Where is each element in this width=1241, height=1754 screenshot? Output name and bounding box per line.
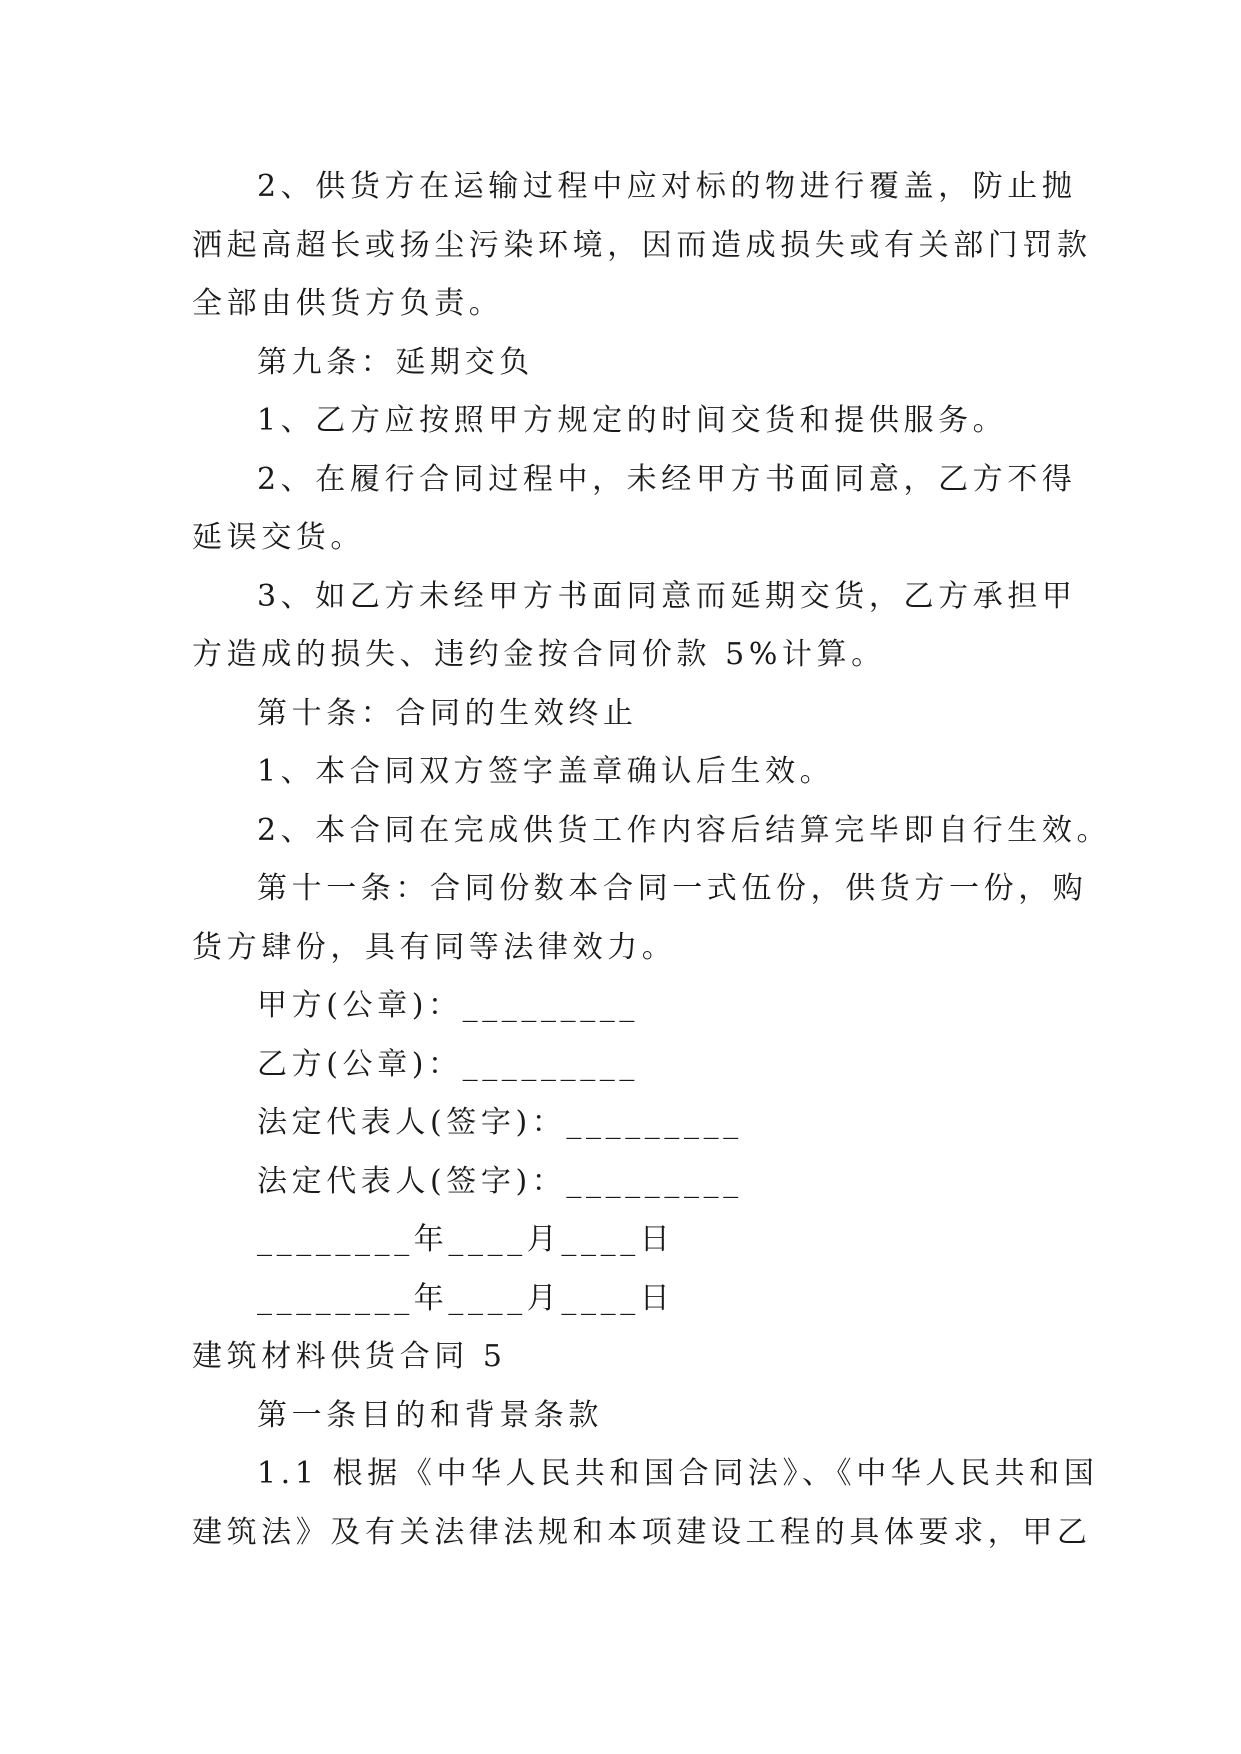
article-heading: 第十条：合同的生效终止 xyxy=(257,695,638,731)
paragraph-line: 2、本合同在完成供货工作内容后结算完毕即自行生效。 xyxy=(257,812,1112,848)
article-heading: 第九条：延期交负 xyxy=(257,344,534,380)
paragraph-line: 第十一条：合同份数本合同一式伍份，供货方一份，购 xyxy=(257,871,1088,906)
paragraph-line: 建筑法》及有关法律法规和本项建设工程的具体要求，甲乙 xyxy=(192,1514,1092,1550)
date-field: ________年____月____日 xyxy=(257,1222,675,1257)
contract-title: 建筑材料供货合同 5 xyxy=(192,1339,507,1374)
signature-field-party-a: 甲方(公章)：_________ xyxy=(257,988,640,1023)
paragraph-line: 1、乙方应按照甲方规定的时间交货和提供服务。 xyxy=(257,403,1008,438)
paragraph-line: 3、如乙方未经甲方书面同意而延期交货，乙方承担甲 xyxy=(257,578,1077,614)
paragraph-line: 1.1 根据《中华人民共和国合同法》、《中华人民共和国 xyxy=(257,1456,1099,1491)
paragraph-line: 2、供货方在运输过程中应对标的物进行覆盖，防止抛 xyxy=(257,169,1077,204)
date-field: ________年____月____日 xyxy=(257,1280,675,1316)
paragraph-line: 洒起高超长或扬尘污染环境，因而造成损失或有关部门罚款 xyxy=(192,227,1092,263)
paragraph-line: 1、本合同双方签字盖章确认后生效。 xyxy=(257,754,835,789)
paragraph-line: 方造成的损失、违约金按合同价款 5%计算。 xyxy=(192,637,886,672)
document-body xyxy=(192,158,1112,1562)
signature-field-representative: 法定代表人(签字)：_________ xyxy=(257,1105,743,1140)
article-heading: 第一条目的和背景条款 xyxy=(257,1397,603,1433)
paragraph-line: 货方肆份，具有同等法律效力。 xyxy=(192,929,677,965)
paragraph-line: 2、在履行合同过程中，未经甲方书面同意，乙方不得 xyxy=(257,461,1077,497)
signature-field-party-b: 乙方(公章)：_________ xyxy=(257,1046,640,1082)
signature-field-representative: 法定代表人(签字)：_________ xyxy=(257,1163,743,1199)
paragraph-line: 全部由供货方负责。 xyxy=(192,286,504,321)
paragraph-line: 延误交货。 xyxy=(192,520,365,555)
